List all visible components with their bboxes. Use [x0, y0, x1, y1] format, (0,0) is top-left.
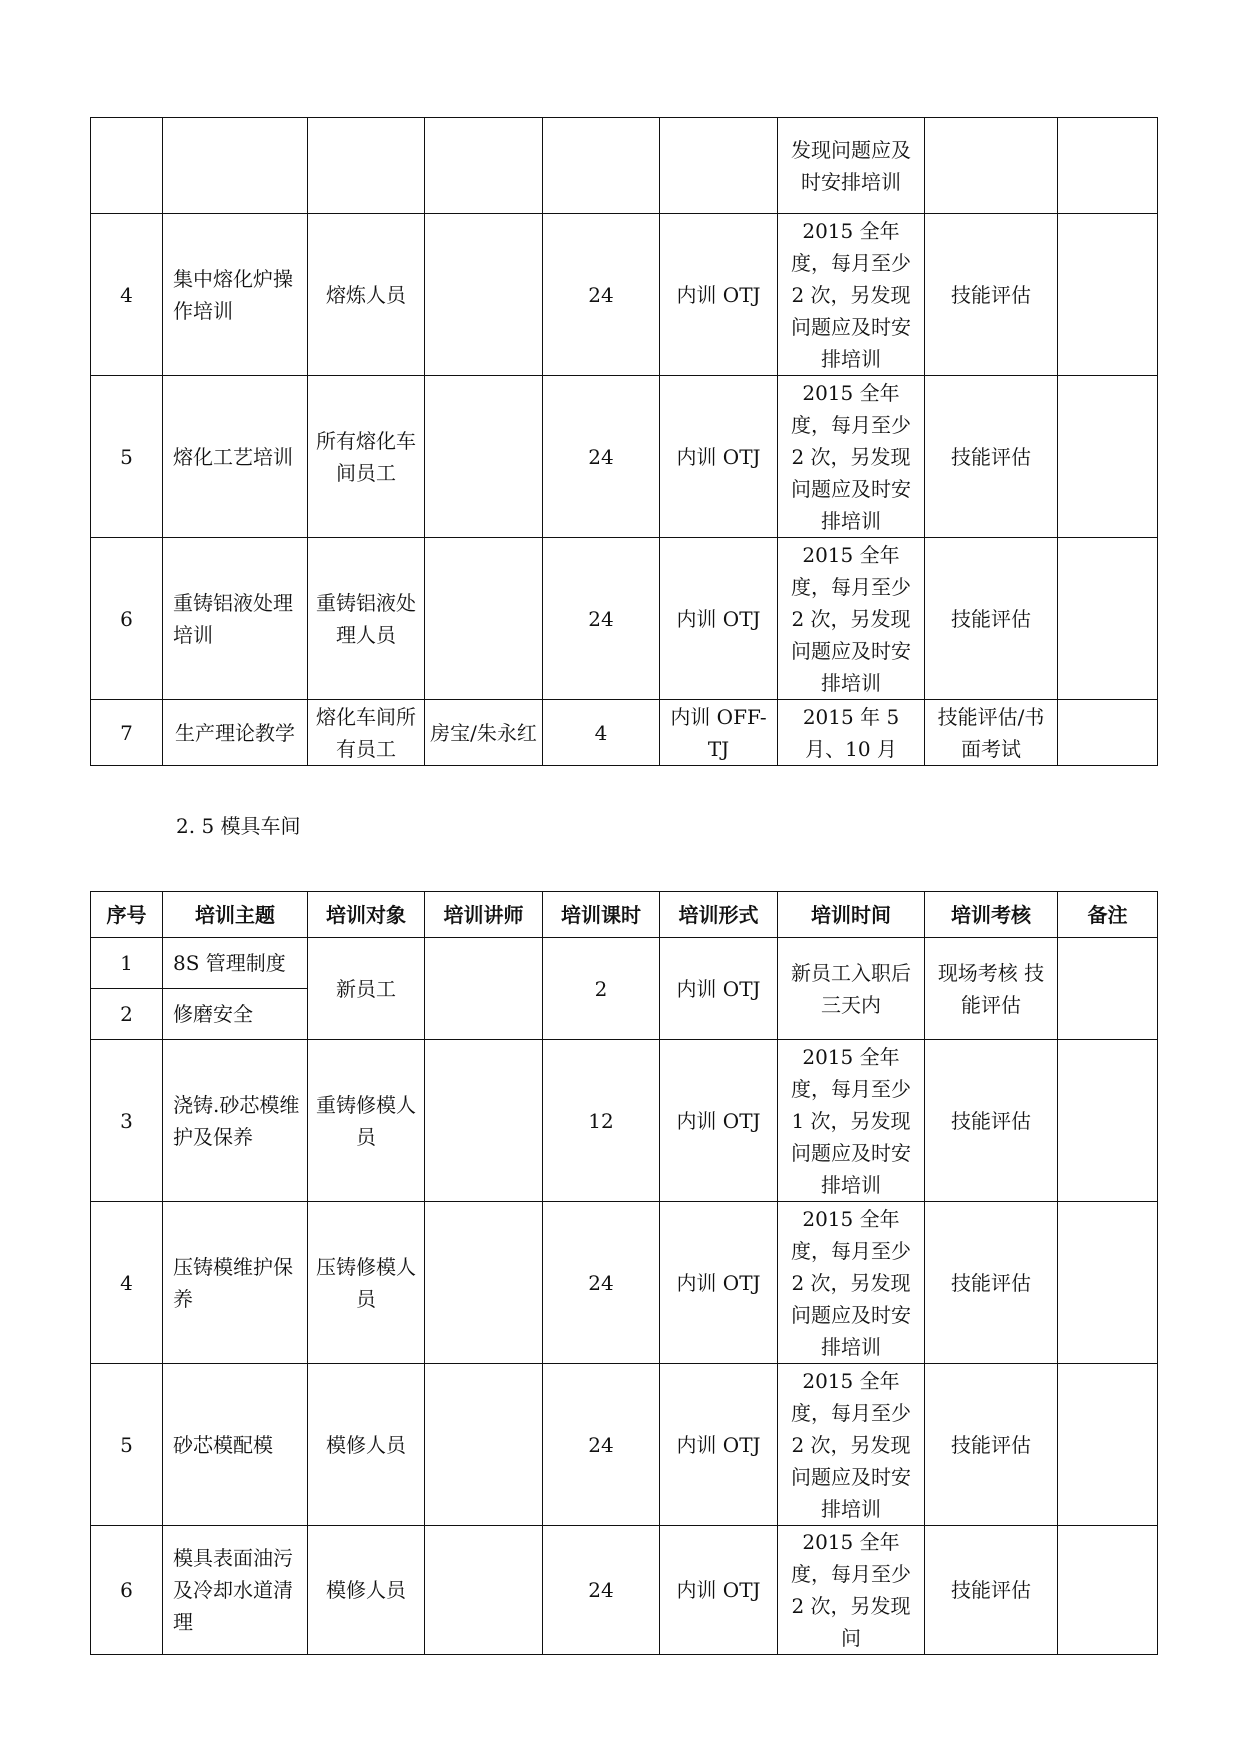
cell-topic: 模具表面油污及冷却水道清理	[163, 1526, 308, 1655]
cell-target: 模修人员	[308, 1364, 425, 1526]
cell-no: 4	[91, 1202, 163, 1364]
cell-assess: 技能评估/书面考试	[925, 700, 1058, 766]
table-header-row	[91, 892, 1158, 938]
cell-hours: 4	[543, 700, 660, 766]
cell-time: 2015 全年度，每月至少 2 次，另发现问题应及时安排培训	[778, 214, 925, 376]
cell-target: 模修人员	[308, 1526, 425, 1655]
cell-hours: 24	[543, 1526, 660, 1655]
cell-note	[1058, 1202, 1158, 1364]
cell-time: 2015 全年度，每月至少 2 次，另发现问题应及时安排培训	[778, 376, 925, 538]
table-row	[91, 1526, 1158, 1655]
cell-instructor	[425, 1526, 543, 1655]
cell-target: 所有熔化车间员工	[308, 376, 425, 538]
cell-assess: 现场考核 技能评估	[925, 938, 1058, 1040]
cell-instructor	[425, 1364, 543, 1526]
cell-hours: 24	[543, 1364, 660, 1526]
cell-note	[1058, 700, 1158, 766]
cell-time: 2015 全年度，每月至少 2 次，另发现问	[778, 1526, 925, 1655]
cell-topic: 集中熔化炉操作培训	[163, 214, 308, 376]
cell-form: 内训 OTJ	[660, 938, 778, 1040]
cell-note	[1058, 538, 1158, 700]
cell-hours: 24	[543, 538, 660, 700]
cell-form: 内训 OTJ	[660, 538, 778, 700]
cell-no: 1	[91, 938, 163, 989]
cell-time: 2015 全年度，每月至少 1 次，另发现问题应及时安排培训	[778, 1040, 925, 1202]
cell-no	[91, 118, 163, 214]
cell-form: 内训 OTJ	[660, 1526, 778, 1655]
cell-no: 6	[91, 538, 163, 700]
cell-no: 7	[91, 700, 163, 766]
header-form: 培训形式	[660, 892, 778, 938]
cell-hours	[543, 118, 660, 214]
cell-target: 熔化车间所有员工	[308, 700, 425, 766]
cell-time: 2015 全年度，每月至少 2 次，另发现问题应及时安排培训	[778, 538, 925, 700]
cell-form: 内训 OTJ	[660, 1364, 778, 1526]
cell-instructor	[425, 938, 543, 1040]
header-topic: 培训主题	[163, 892, 308, 938]
cell-hours: 24	[543, 1202, 660, 1364]
cell-instructor	[425, 1202, 543, 1364]
cell-hours: 2	[543, 938, 660, 1040]
cell-topic: 砂芯模配模	[163, 1364, 308, 1526]
cell-no: 2	[91, 989, 163, 1040]
cell-note	[1058, 1364, 1158, 1526]
cell-assess	[925, 118, 1058, 214]
cell-assess: 技能评估	[925, 1040, 1058, 1202]
table-row	[91, 938, 1158, 989]
cell-target: 重铸铝液处理人员	[308, 538, 425, 700]
cell-hours: 12	[543, 1040, 660, 1202]
cell-note	[1058, 214, 1158, 376]
cell-hours: 24	[543, 376, 660, 538]
cell-instructor	[425, 214, 543, 376]
cell-topic: 熔化工艺培训	[163, 376, 308, 538]
cell-instructor	[425, 538, 543, 700]
cell-assess: 技能评估	[925, 1364, 1058, 1526]
cell-topic: 生产理论教学	[163, 700, 308, 766]
table-row	[91, 700, 1158, 766]
cell-form: 内训 OTJ	[660, 1202, 778, 1364]
cell-assess: 技能评估	[925, 376, 1058, 538]
cell-target	[308, 118, 425, 214]
cell-instructor	[425, 118, 543, 214]
cell-time: 2015 全年度，每月至少 2 次，另发现问题应及时安排培训	[778, 1202, 925, 1364]
cell-no: 5	[91, 1364, 163, 1526]
cell-no: 5	[91, 376, 163, 538]
cell-note	[1058, 938, 1158, 1040]
mold-workshop-training-table	[90, 891, 1158, 1655]
melting-training-table-continued	[90, 117, 1158, 766]
cell-time: 发现问题应及时安排培训	[778, 118, 925, 214]
cell-topic	[163, 118, 308, 214]
header-hours: 培训课时	[543, 892, 660, 938]
cell-note	[1058, 1526, 1158, 1655]
cell-note	[1058, 118, 1158, 214]
header-no: 序号	[91, 892, 163, 938]
cell-assess: 技能评估	[925, 1526, 1058, 1655]
cell-form: 内训 OTJ	[660, 376, 778, 538]
header-assess: 培训考核	[925, 892, 1058, 938]
cell-no: 6	[91, 1526, 163, 1655]
cell-time: 2015 年 5 月、10 月	[778, 700, 925, 766]
cell-time: 新员工入职后三天内	[778, 938, 925, 1040]
section-title: 2. 5 模具车间	[176, 814, 301, 838]
cell-target: 新员工	[308, 938, 425, 1040]
cell-time: 2015 全年度，每月至少 2 次，另发现问题应及时安排培训	[778, 1364, 925, 1526]
table-row	[91, 1364, 1158, 1526]
cell-topic: 压铸模维护保养	[163, 1202, 308, 1364]
cell-form	[660, 118, 778, 214]
header-time: 培训时间	[778, 892, 925, 938]
cell-topic: 浇铸.砂芯模维护及保养	[163, 1040, 308, 1202]
table-row	[91, 214, 1158, 376]
cell-topic: 修磨安全	[163, 989, 308, 1040]
header-note: 备注	[1058, 892, 1158, 938]
header-instructor: 培训讲师	[425, 892, 543, 938]
cell-no: 4	[91, 214, 163, 376]
header-target: 培训对象	[308, 892, 425, 938]
cell-assess: 技能评估	[925, 538, 1058, 700]
cell-topic: 8S 管理制度	[163, 938, 308, 989]
cell-target: 压铸修模人员	[308, 1202, 425, 1364]
table-row	[91, 538, 1158, 700]
cell-assess: 技能评估	[925, 1202, 1058, 1364]
cell-note	[1058, 1040, 1158, 1202]
cell-instructor	[425, 1040, 543, 1202]
cell-target: 重铸修模人员	[308, 1040, 425, 1202]
cell-note	[1058, 376, 1158, 538]
cell-topic: 重铸铝液处理培训	[163, 538, 308, 700]
cell-assess: 技能评估	[925, 214, 1058, 376]
table-row	[91, 1202, 1158, 1364]
cell-target: 熔炼人员	[308, 214, 425, 376]
cell-form: 内训 OTJ	[660, 214, 778, 376]
table-row	[91, 1040, 1158, 1202]
cell-instructor: 房宝/朱永红	[425, 700, 543, 766]
table-row	[91, 376, 1158, 538]
table-row	[91, 118, 1158, 214]
cell-instructor	[425, 376, 543, 538]
cell-form: 内训 OFF-TJ	[660, 700, 778, 766]
cell-form: 内训 OTJ	[660, 1040, 778, 1202]
cell-hours: 24	[543, 214, 660, 376]
cell-no: 3	[91, 1040, 163, 1202]
